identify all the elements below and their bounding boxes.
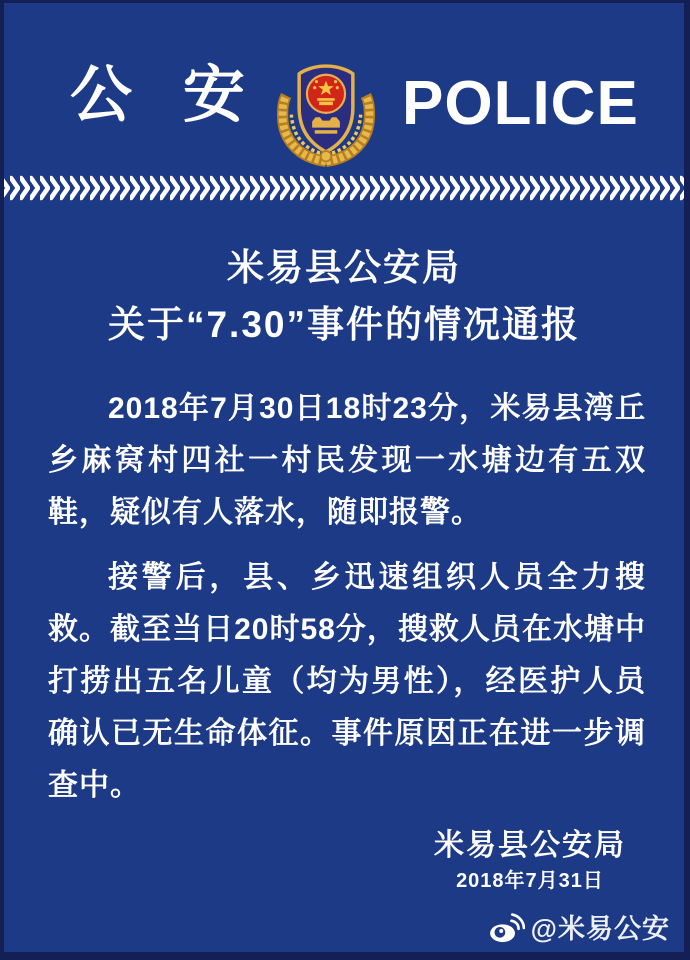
signature-org: 米易县公安局 [434,829,626,862]
weibo-watermark [489,907,670,946]
notice-title-line1: 米易县公安局 [227,247,461,288]
notice-title [4,239,684,353]
police-badge-icon [274,57,378,167]
notice-paragraph: 接警后，县、乡迅速组织人员全力搜救。截至当日20时58分，搜救人员在水塘中打捞出五名儿童（均为男性），经医护人员确认已无生命体征。事件原因正在进一步调查中。 [48,561,646,802]
weibo-icon [489,911,525,943]
banner-label-en: POLICE [402,69,639,138]
signature-date: 2018年7月31日 [456,870,604,892]
notice-paragraph: 2018年7月30日18时23分，米易县湾丘乡麻窝村四社一村民发现一水塘边有五双鞋，疑似有人落水，随即报警。 [48,392,646,529]
notice-title-line2: 关于“7.30”事件的情况通报 [107,304,580,345]
notice-body [48,383,646,904]
rope-divider [0,175,690,201]
weibo-handle: @米易公安 [530,914,670,944]
banner-label-cn: 公安 [70,61,296,130]
banner [4,3,684,175]
signature [48,826,646,904]
